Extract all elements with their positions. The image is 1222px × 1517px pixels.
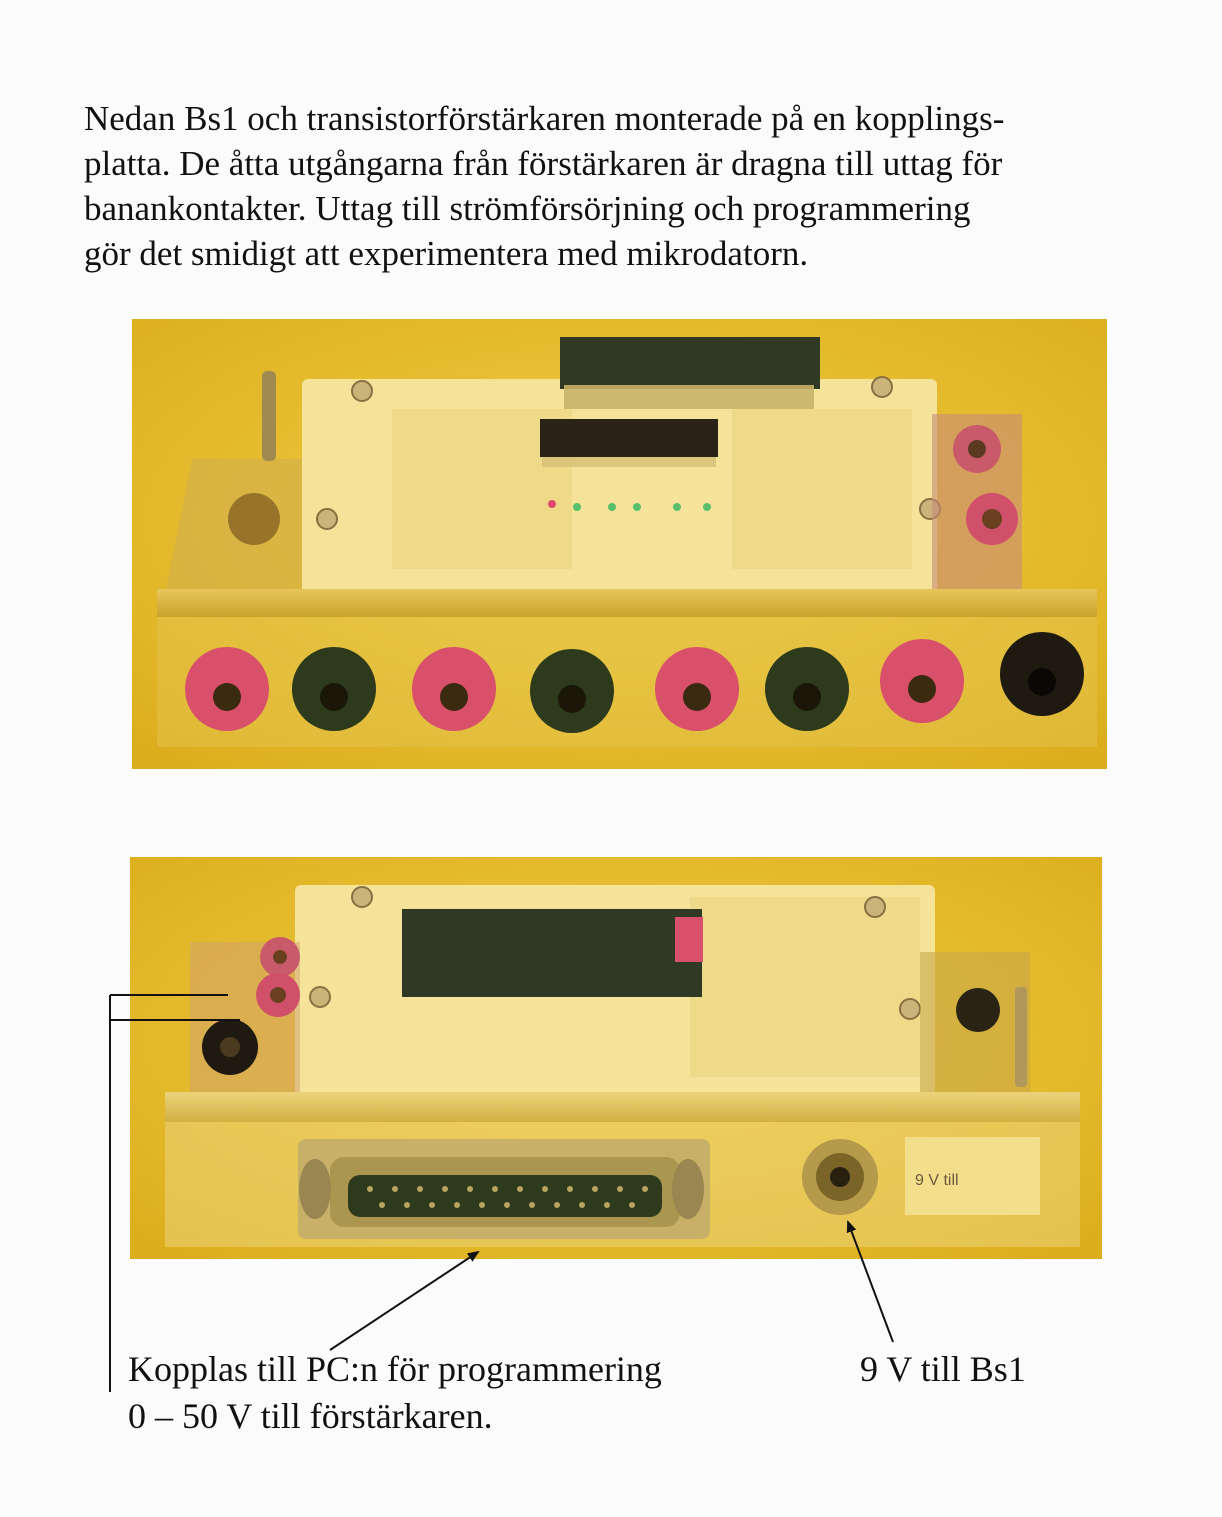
panel-label: 9 V till [915,1172,959,1189]
photo-front-view [132,319,1107,769]
caption-pc-programming: Kopplas till PC:n för programmering [128,1349,662,1389]
intro-line-4: gör det smidigt att experimentera med mikrodatorn. [84,234,809,273]
caption-power-supply: 9 V till Bs1 [860,1349,1026,1389]
photo-back-view [130,857,1102,1259]
arrow-to-db25 [330,1252,478,1350]
intro-line-1: Nedan Bs1 och transistorförstärkaren monterade på en kopplings- [84,99,1005,138]
intro-paragraph [84,96,1144,276]
caption-voltage-range: 0 – 50 V till förstärkaren. [128,1396,493,1436]
intro-line-2: platta. De åtta utgångarna från förstärkaren är dragna till uttag för [84,144,1003,183]
intro-line-3: banankontakter. Uttag till strömförsörjning och programmering [84,189,971,228]
